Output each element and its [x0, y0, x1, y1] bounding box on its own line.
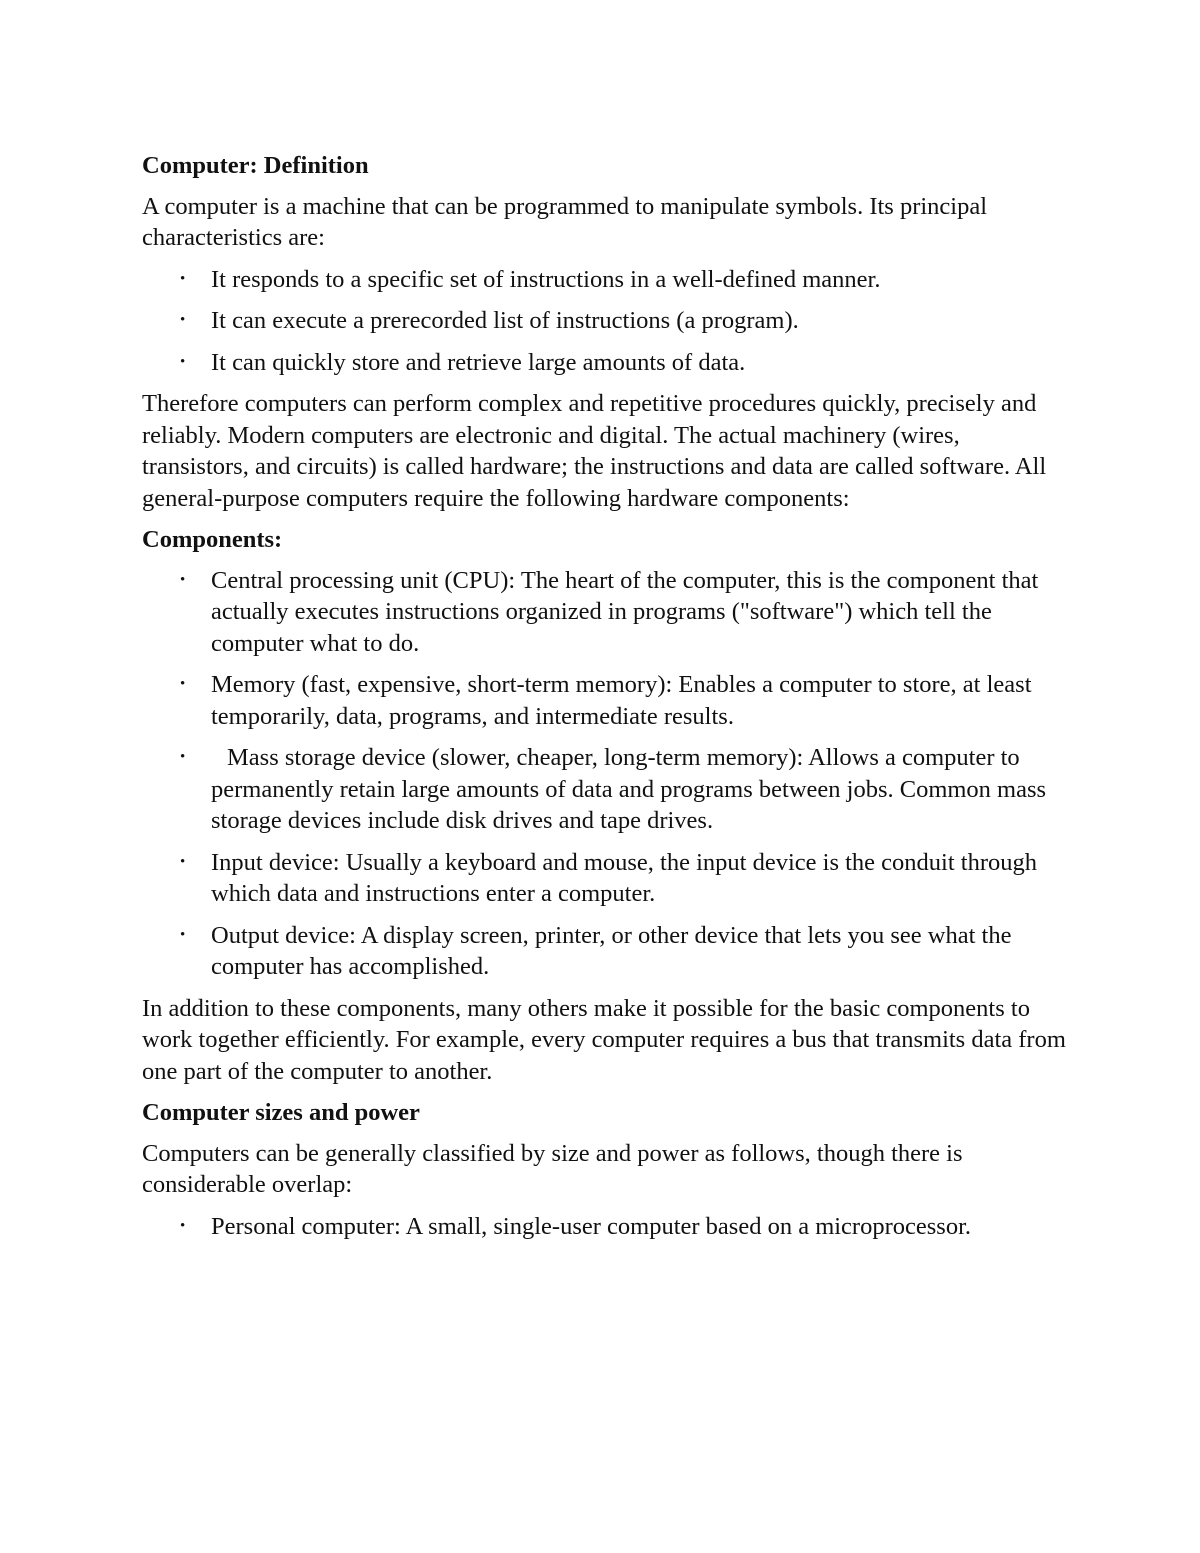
- list-item-text: Central processing unit (CPU): The heart of the computer, this is the component that actually executes instructions organized in programs ("software") which tell the computer what to do.: [211, 566, 1039, 657]
- bullet-icon: •: [180, 853, 186, 870]
- definition-intro-paragraph: A computer is a machine that can be programmed to manipulate symbols. Its principal characteristics are:: [142, 192, 988, 251]
- list-item: [142, 347, 1072, 379]
- list-item-text: Output device: A display screen, printer, or other device that lets you see what the computer has accomplished.: [211, 921, 1012, 980]
- components-list: [142, 565, 1072, 983]
- list-item-text: Personal computer: A small, single-user computer based on a microprocessor.: [211, 1212, 972, 1240]
- list-item: [142, 742, 1072, 837]
- bullet-icon: •: [180, 1217, 186, 1234]
- list-item-text: Input device: Usually a keyboard and mouse, the input device is the conduit through which data and instructions enter a computer.: [211, 848, 1037, 907]
- list-item-text: It can quickly store and retrieve large amounts of data.: [211, 348, 746, 376]
- list-item-text: Memory (fast, expensive, short-term memory): Enables a computer to store, at least temporarily, data, programs, and intermediate results.: [211, 671, 1032, 730]
- list-item-text: It responds to a specific set of instructions in a well-defined manner.: [211, 265, 881, 293]
- bullet-icon: •: [180, 571, 186, 588]
- definition-closing-paragraph: Therefore computers can perform complex and repetitive procedures quickly, precisely and reliably. Modern computers are electronic and digital. The actual machinery (wires, transistors, and circuits) is called hardware; the instructions and data are called software. All general-purpose computers require the following hardware components:: [142, 390, 1047, 512]
- section-heading-components: Components:: [142, 526, 283, 553]
- list-item: [142, 669, 1072, 732]
- list-item: [142, 565, 1072, 660]
- list-item: [142, 1211, 1072, 1243]
- document-page: [142, 150, 1072, 1252]
- bullet-icon: •: [180, 312, 186, 328]
- components-closing-paragraph: In addition to these components, many others make it possible for the basic components to work together efficiently. For example, every computer requires a bus that transmits data from one part of the computer to another.: [142, 994, 1066, 1085]
- bullet-icon: •: [180, 270, 186, 287]
- list-item: [142, 264, 1072, 296]
- bullet-icon: •: [180, 353, 186, 370]
- sizes-intro-paragraph: Computers can be generally classified by size and power as follows, though there is considerable overlap:: [142, 1139, 963, 1198]
- list-item-text: It can execute a prerecorded list of instructions (a program).: [211, 307, 799, 334]
- list-item: [142, 847, 1072, 910]
- sizes-list: [142, 1211, 1072, 1243]
- list-item: [142, 305, 1072, 337]
- characteristics-list: [142, 264, 1072, 379]
- bullet-icon: •: [180, 926, 186, 943]
- bullet-icon: •: [180, 676, 186, 692]
- list-item: [142, 920, 1072, 983]
- list-item-text: Mass storage device (slower, cheaper, long-term memory): Allows a computer to permanently retain large amounts of data and programs between jobs. Common mass storage devices include disk drives and tape drives.: [211, 744, 1047, 834]
- bullet-icon: •: [180, 749, 186, 765]
- section-heading-definition: Computer: Definition: [142, 152, 369, 179]
- section-heading-sizes-power: Computer sizes and power: [142, 1099, 420, 1126]
